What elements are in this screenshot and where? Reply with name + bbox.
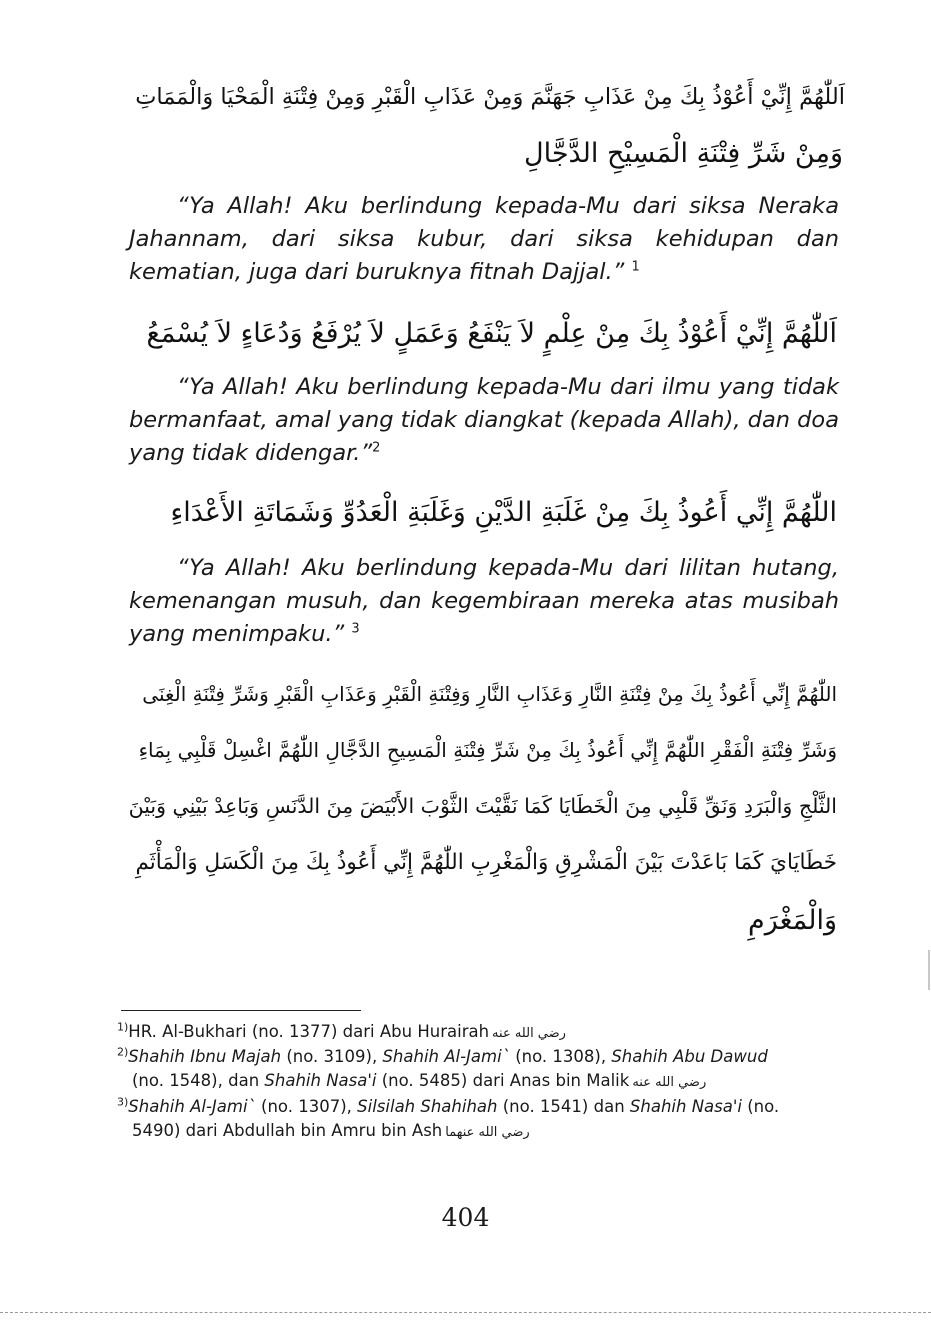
footnote-2-source-4: Shahih Nasa'i: [264, 1071, 377, 1090]
footnote-3-mark: 3): [117, 1095, 129, 1109]
footnote-1-text: HR. Al-Bukhari (no. 1377) dari Abu Hurairah: [128, 1022, 490, 1041]
honorific-icon: رضي الله عنه: [492, 1026, 566, 1041]
footnote-2-source-3: Shahih Abu Dawud: [611, 1047, 768, 1066]
footnote-3-continuation: [117, 1119, 842, 1145]
honorific-icon: رضي الله عنه: [632, 1075, 707, 1090]
doa-3-arabic: اللّٰهُمَّ إِنِّي أَعُوذُ بِكَ مِنْ غَلَبَةِ الدَّيْنِ وَغَلَبَةِ الْعَدُوِّ وَشَمَاتَةِ الأَعْدَاءِ: [170, 497, 837, 528]
doa-4-arabic-line-4: خَطَايَايَ كَمَا بَاعَدْتَ بَيْنَ الْمَشْرِقِ وَالْمَغْرِبِ اللّٰهُمَّ إِنِّي أَعُوذُ بِكَ مِنَ الْكَسَلِ وَالْمَأْثَمِ: [135, 850, 837, 875]
doa-3-translation: [129, 552, 839, 651]
doa-2-arabic: اَللّٰهُمَّ إِنِّيْ أَعُوْذُ بِكَ مِنْ عِلْمٍ لاَ يَنْفَعُ وَعَمَلٍ لاَ يُرْفَعُ وَدُعَاءٍ لاَ يُسْمَعُ: [146, 318, 837, 349]
footnote-divider: [121, 1010, 361, 1011]
doa-4-arabic-line-5: وَالْمَغْرَمِ: [747, 905, 837, 936]
footnote-2-mark: 2): [117, 1045, 129, 1059]
footnote-3-num-3: (no.: [741, 1097, 780, 1116]
footnote-2: [117, 1045, 842, 1095]
honorific-icon: رضي الله عنهما: [445, 1125, 530, 1140]
footnote-2-cont-b: (no. 5485) dari Anas bin Malik: [376, 1071, 630, 1090]
footnote-ref-3: 3: [351, 621, 360, 637]
footnote-1: [117, 1020, 842, 1046]
scan-margin-mark: [928, 950, 930, 990]
doa-1-translation-text: “Ya Allah! Aku berlindung kepada-Mu dari siksa Neraka Jahannam, dari siksa kubur, dari siksa kehidupan dan kematian, juga dari buruknya fitnah Dajjal.”: [129, 193, 839, 285]
doa-4-arabic-line-1: اللّٰهُمَّ إِنِّي أَعُوذُ بِكَ مِنْ فِتْنَةِ النَّارِ وَعَذَابِ النَّارِ وَفِتْنَةِ الْقَبْرِ وَعَذَابِ الْقَبْرِ وَشَرِّ فِتْنَةِ الْغِنَى: [142, 682, 837, 706]
footnote-3-num-2: (no. 1541) dan: [497, 1097, 630, 1116]
doa-2-translation-text: “Ya Allah! Aku berlindung kepada-Mu dari ilmu yang tidak bermanfaat, amal yang tidak diangkat (kepada Allah), dan doa yang tidak didengar.”: [129, 374, 839, 466]
page-number: 404: [441, 1203, 490, 1232]
footnote-ref-2: 2: [372, 440, 381, 456]
footnote-3-cont-a: 5490) dari Abdullah bin Amru bin Ash: [132, 1121, 443, 1140]
footnote-2-num-2: (no. 1308),: [509, 1047, 612, 1066]
doa-4-arabic-line-2: وَشَرِّ فِتْنَةِ الْفَقْرِ اللّٰهُمَّ إِنِّي أَعُوذُ بِكَ مِنْ شَرِّ فِتْنَةِ الْمَسِيحِ الدَّجَّالِ اللّٰهُمَّ اغْسِلْ قَلْبِي بِمَاءِ: [138, 738, 837, 762]
doa-3-translation-text: “Ya Allah! Aku berlindung kepada-Mu dari lilitan hutang, kemenangan musuh, dan kegembiraan mereka atas musibah yang menimpaku.”: [129, 555, 839, 647]
footnote-2-source-2: Shahih Al-Jami`: [382, 1047, 510, 1066]
footnote-3-num-1: (no. 1307),: [255, 1097, 358, 1116]
doa-4-arabic-line-3: الثَّلْجِ وَالْبَرَدِ وَنَقِّ قَلْبِي مِنَ الْخَطَايَا كَمَا نَقَّيْتَ الثَّوْبَ الأَبْيَضَ مِنَ الدَّنَسِ وَبَاعِدْ بَيْنِي وَبَيْنَ: [128, 794, 837, 818]
footnote-3: [117, 1095, 842, 1145]
doa-2-translation: [129, 371, 839, 470]
footnote-3-source-1: Shahih Al-Jami`: [128, 1097, 256, 1116]
footnote-1-mark: 1): [117, 1020, 129, 1034]
footnote-ref-1: 1: [631, 259, 640, 275]
footnote-2-continuation: [117, 1069, 842, 1095]
footnote-3-source-3: Shahih Nasa'i: [629, 1097, 742, 1116]
footnote-2-cont-a: (no. 1548), dan: [132, 1071, 265, 1090]
footnote-2-source-1: Shahih Ibnu Majah: [128, 1047, 282, 1066]
scan-edge-line: [0, 1312, 931, 1313]
doa-1-arabic-line-2: وَمِنْ شَرِّ فِتْنَةِ الْمَسِيْحِ الدَّجَّالِ: [523, 138, 843, 169]
footnote-2-num-1: (no. 3109),: [281, 1047, 383, 1066]
doa-1-translation: [129, 190, 839, 289]
footnote-3-source-2: Silsilah Shahihah: [357, 1097, 498, 1116]
doa-1-arabic-line-1: اَللّٰهُمَّ إِنِّيْ أَعُوْذُ بِكَ مِنْ عَذَابِ جَهَنَّمَ وَمِنْ عَذَابِ الْقَبْرِ وَمِنْ فِتْنَةِ الْمَحْيَا وَالْمَمَاتِ: [135, 84, 845, 110]
